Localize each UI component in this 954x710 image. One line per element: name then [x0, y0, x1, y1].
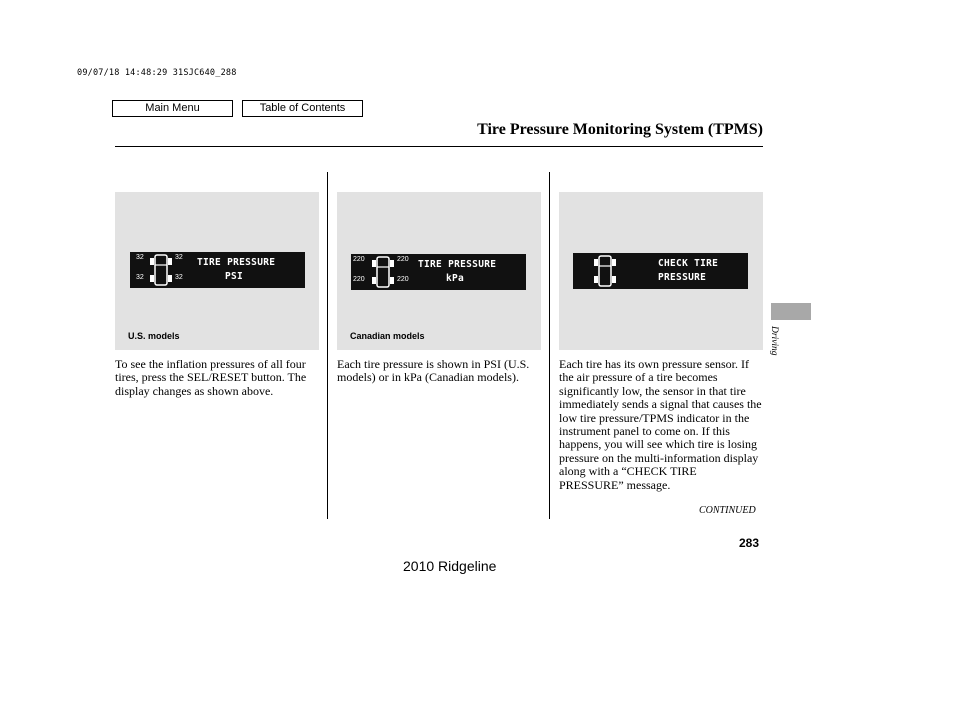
panel-caption: Canadian models	[350, 331, 425, 341]
vehicle-tire-icon	[371, 255, 395, 289]
rear-right-pressure: 32	[175, 274, 183, 281]
front-left-pressure: 220	[353, 256, 365, 263]
display-message-line1: TIRE PRESSURE	[418, 259, 497, 270]
column-divider	[549, 172, 550, 519]
multi-info-display	[130, 252, 305, 288]
rear-left-pressure: 220	[353, 276, 365, 283]
footer-model: 2010 Ridgeline	[403, 558, 497, 574]
display-message-line2: PSI	[225, 271, 244, 282]
rear-right-pressure: 220	[397, 276, 409, 283]
front-right-pressure: 32	[175, 254, 183, 261]
title-divider	[115, 146, 763, 147]
vehicle-tire-icon	[149, 253, 173, 287]
page-number: 283	[739, 536, 760, 550]
section-tab-label: Driving	[769, 326, 779, 356]
body-paragraph: Each tire pressure is shown in PSI (U.S. models) or in kPa (Canadian models).	[337, 357, 530, 385]
vehicle-tire-icon	[593, 254, 617, 288]
front-left-pressure: 32	[136, 254, 144, 261]
rear-left-pressure: 32	[136, 274, 144, 281]
display-message-line2: PRESSURE	[658, 272, 707, 283]
main-menu-button[interactable]: Main Menu	[112, 100, 233, 117]
display-message-line2: kPa	[446, 273, 465, 284]
front-right-pressure: 220	[397, 256, 409, 263]
page-title: Tire Pressure Monitoring System (TPMS)	[477, 121, 763, 138]
check-tire-display-illustration	[559, 192, 763, 350]
body-paragraph: To see the inflation pressures of all four tires, press the SEL/RESET button. The display changes as shown above.	[115, 357, 307, 398]
display-message-line1: CHECK TIRE	[658, 258, 719, 269]
display-message-line1: TIRE PRESSURE	[197, 257, 276, 268]
body-paragraph: Each tire has its own pressure sensor. If the air pressure of a tire becomes significantly low, the sensor in that tire immediately sends a signal that causes the low tire pressure/TPMS indicator in the instrument panel to come on. If this happens, you will see which tire is losing pressure on the multi-information display along with a “CHECK TIRE PRESSURE” message.	[559, 357, 762, 492]
multi-info-display	[351, 254, 526, 290]
canada-display-illustration	[337, 192, 541, 350]
table-of-contents-button[interactable]: Table of Contents	[242, 100, 363, 117]
multi-info-display	[573, 253, 748, 289]
column-divider	[327, 172, 328, 519]
continued-label: CONTINUED	[699, 505, 756, 516]
panel-caption: U.S. models	[128, 331, 180, 341]
print-stamp: 09/07/18 14:48:29 31SJC640_288	[77, 68, 237, 78]
us-display-illustration	[115, 192, 319, 350]
section-tab	[771, 303, 811, 320]
